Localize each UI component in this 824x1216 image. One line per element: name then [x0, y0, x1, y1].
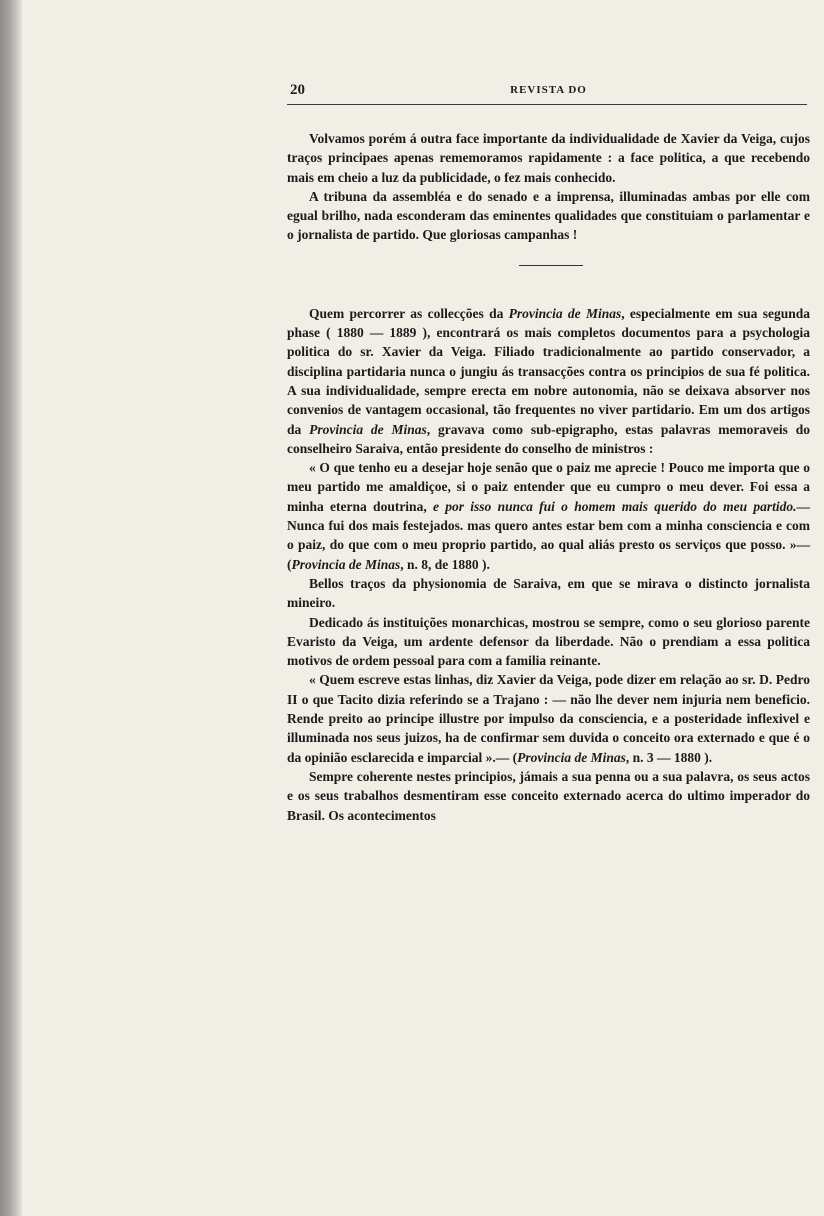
book-binding-edge	[0, 0, 22, 1216]
page-number: 20	[290, 82, 305, 98]
text-run: , especialmente em sua segunda phase ( 1880 — 1889 ), encontrará os mais completos documentos para a psychologia politica do sr. Xavier da Veiga. Filiado tradicionalmente ao partido conservador, a disciplina partidaria nunca o jungiu ás transacções contra os principios de sua fé politica. A sua individualidade, sempre erecta em nobre autonomia, não se deixava absorver nos convenios de vantagem occasional, tão frequentes no viver partidario. Em um dos artigos da	[287, 305, 810, 437]
paragraph: Dedicado ás instituições monarchicas, mostrou se sempre, como o seu glorioso parente Evaristo da Veiga, um ardente defensor da liberdade. Não o prendiam a essa politica motivos de ordem pessoal para com a familia reinante.	[287, 614, 810, 669]
periodical-title: Provincia de Minas	[508, 305, 622, 321]
running-head: REVISTA DO	[510, 84, 587, 96]
periodical-title: Provincia de Minas	[517, 749, 626, 765]
italic-text: e por isso nunca fui o homem mais querido do meu partido.	[432, 498, 797, 514]
text-run: Quem percorrer as collecções da	[309, 305, 509, 321]
paragraph-quote	[287, 458, 810, 574]
text-run: « O que tenho eu a desejar hoje senão que o paiz me aprecie ! Pouco me importa que o meu partido me amaldiçoe, si o paiz entender que eu cumpro o meu dever. Foi essa a minha eterna doutrina,	[287, 460, 810, 514]
text-run: , gravava como sub-epigrapho, estas palavras memoraveis do conselheiro Saraiva, então presidente do conselho de ministros :	[287, 421, 810, 456]
text-run: , n. 8, de 1880 ).	[400, 556, 490, 572]
periodical-title: Provincia de Minas	[291, 556, 401, 572]
document-page	[287, 82, 810, 825]
paragraph-quote	[287, 670, 810, 766]
paragraph	[287, 304, 810, 458]
periodical-title: Provincia de Minas	[309, 421, 427, 437]
header-rule	[287, 104, 807, 105]
paragraph: Sempre coherente nestes principios, jámais a sua penna ou a sua palavra, os seus actos e os seus trabalhos desmentiram esse conceito externado acerca do ultimo imperador do Brasil. Os acontecimentos	[287, 768, 810, 823]
paragraph: A tribuna da assembléa e do senado e a imprensa, illuminadas ambas por elle com egual brilho, nada esconderam das eminentes qualidades que constituiam o parlamentar e o jornalista de partido. Que gloriosas campanhas !	[287, 188, 810, 243]
paragraph: Volvamos porém á outra face importante da individualidade de Xavier da Veiga, cujos traços principaes apenas rememoramos rapidamente : a face politica, a que recebendo mais em cheio a luz da publicidade, o fez mais conhecido.	[287, 131, 810, 185]
section-separator	[519, 265, 583, 266]
text-run: « Quem escreve estas linhas, diz Xavier da Veiga, pode dizer em relação ao sr. D. Pedro II o que Tacito dizia referindo se a Trajano : — não lhe dever nem injuria nem beneficio. Rende preito ao principe illustre por impulso da consciencia, e a posteridade inflexivel e illuminada nos seus juizos, ha de confirmar sem duvida o conceito ora externado e que é o da opinião esclarecida e imparcial ».— (	[287, 672, 810, 765]
body-text	[287, 129, 810, 825]
page-header	[287, 82, 810, 102]
text-run: — Nunca fui dos mais festejados. mas quero antes estar bem com a minha consciencia e com o paiz, do que com o meu proprio partido, ao qual aliás presto os serviços que posso. »— (	[287, 498, 810, 572]
paragraph: Bellos traços da physionomia de Saraiva, em que se mirava o distincto jornalista mineiro.	[287, 575, 810, 611]
text-run: , n. 3 — 1880 ).	[625, 749, 713, 765]
